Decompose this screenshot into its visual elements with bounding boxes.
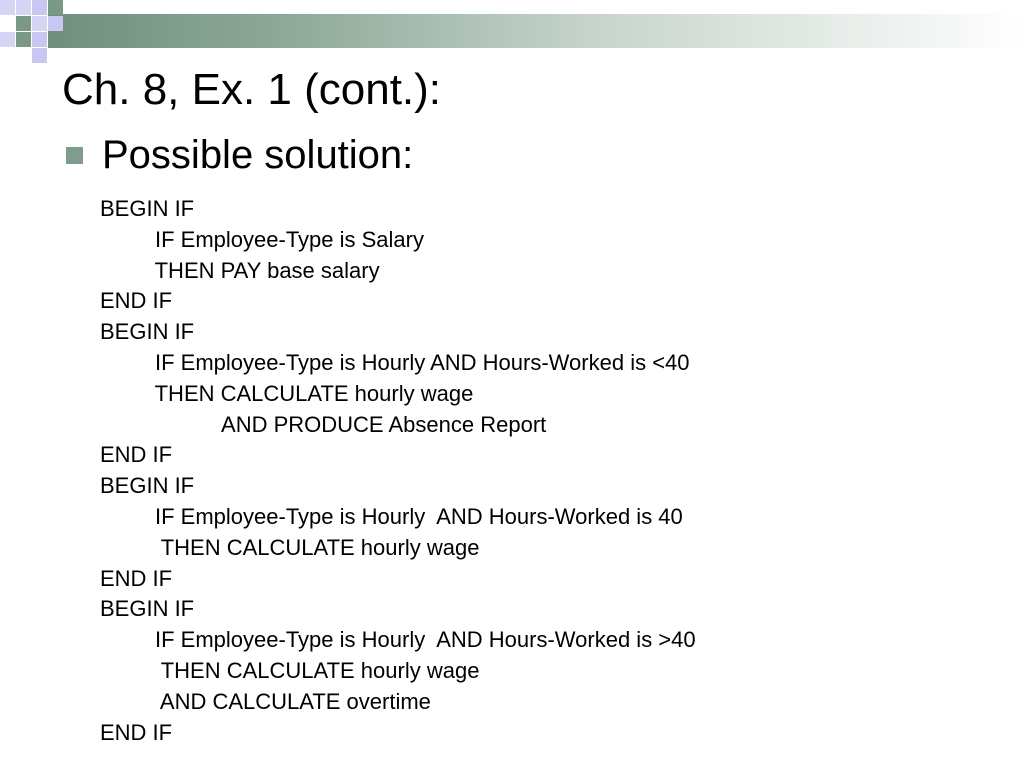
code-line: THEN PAY base salary <box>100 257 380 283</box>
code-line: IF Employee-Type is Hourly AND Hours-Worked is >40 <box>100 627 696 653</box>
code-line: END IF <box>100 288 173 314</box>
code-line: THEN CALCULATE hourly wage <box>100 657 480 683</box>
square-bullet-icon <box>66 147 83 164</box>
code-line: END IF <box>100 565 173 591</box>
slide-title: Ch. 8, Ex. 1 (cont.): <box>62 65 442 114</box>
code-line: THEN CALCULATE hourly wage <box>100 534 480 560</box>
header-decoration-bar <box>48 14 1024 48</box>
code-line: AND CALCULATE overtime <box>100 688 431 714</box>
code-line: IF Employee-Type is Salary <box>100 226 424 252</box>
code-line: AND PRODUCE Absence Report <box>100 411 547 437</box>
code-line: IF Employee-Type is Hourly AND Hours-Worked is 40 <box>100 503 683 529</box>
code-line: BEGIN IF <box>100 319 195 345</box>
code-line: END IF <box>100 442 173 468</box>
code-line: BEGIN IF <box>100 196 195 221</box>
code-line: BEGIN IF <box>100 473 195 499</box>
code-line: THEN CALCULATE hourly wage <box>100 380 474 406</box>
bullet-text: Possible solution: <box>102 133 414 177</box>
code-line: BEGIN IF <box>100 596 195 622</box>
code-line: IF Employee-Type is Hourly AND Hours-Worked is <40 <box>100 349 690 375</box>
pseudocode-block <box>100 194 696 748</box>
code-line: END IF <box>100 719 173 745</box>
bullet-item <box>66 130 413 180</box>
